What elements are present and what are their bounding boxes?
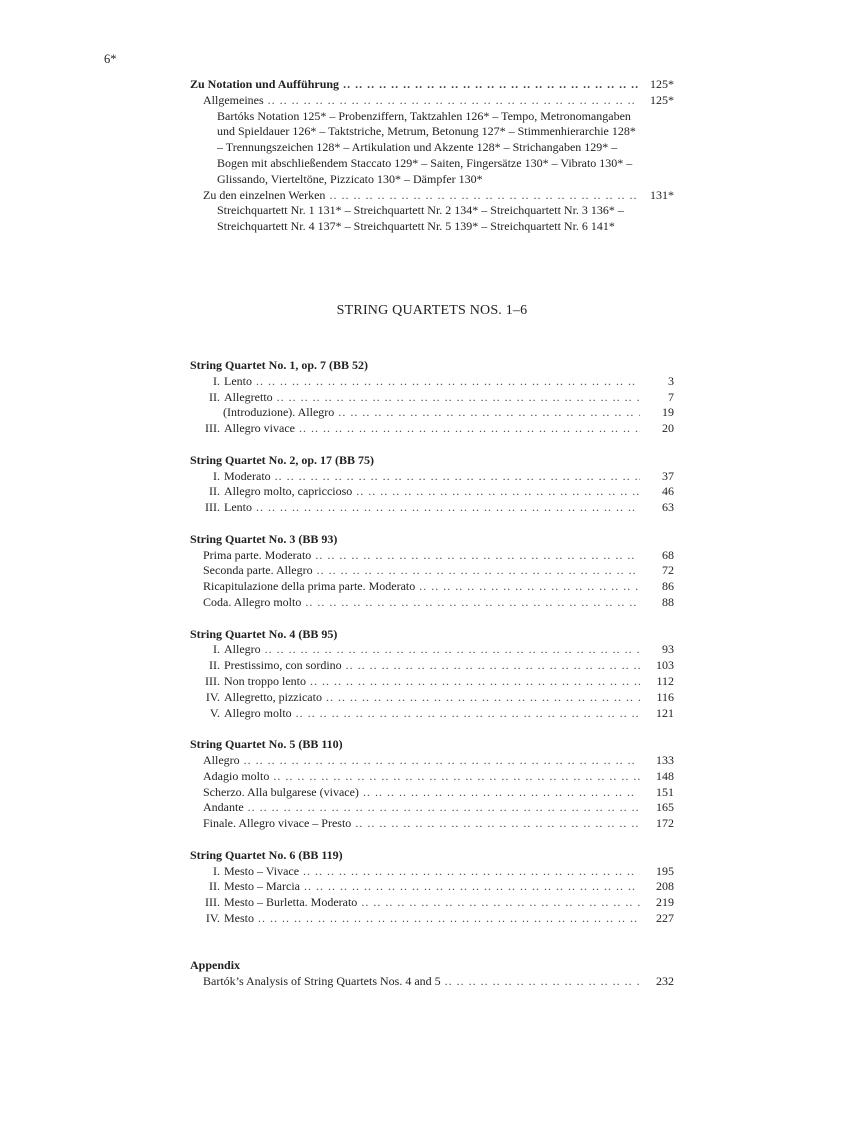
dot-leader <box>343 77 640 93</box>
entry-page: 172 <box>656 816 674 831</box>
entry-title: Lento <box>224 373 252 388</box>
entry-title: Allegro molto <box>224 705 292 720</box>
entry-page: 20 <box>662 421 674 436</box>
toc-entry[interactable] <box>190 785 674 801</box>
page-number: 6* <box>104 52 117 66</box>
movement-number: I. <box>213 642 220 657</box>
toc-entry[interactable] <box>190 642 674 658</box>
toc-entry[interactable] <box>190 816 674 832</box>
entry-page: 148 <box>656 768 674 783</box>
dot-leader <box>305 595 640 611</box>
toc-entry[interactable] <box>190 674 674 690</box>
dot-leader <box>346 658 640 674</box>
toc-group <box>190 627 674 722</box>
toc-entry[interactable] <box>190 500 674 516</box>
entry-title: Allegro <box>203 752 240 767</box>
quartets-toc <box>190 358 674 990</box>
entry-title: Mesto <box>224 910 254 925</box>
entry-title: Prima parte. Moderato <box>203 547 312 562</box>
group-heading: String Quartet No. 1, op. 7 (BB 52) <box>190 358 368 372</box>
dot-leader <box>355 816 640 832</box>
toc-group <box>190 737 674 832</box>
entry-page: 165 <box>656 800 674 815</box>
dot-leader <box>338 405 640 421</box>
section-title: STRING QUARTETS NOS. 1–6 <box>336 303 528 318</box>
toc-entry[interactable] <box>190 579 674 595</box>
entry-title: Allegro <box>224 642 261 657</box>
toc-entry[interactable] <box>190 706 674 722</box>
toc-group <box>190 848 674 927</box>
dot-leader <box>296 706 640 722</box>
movement-number: II. <box>209 879 220 894</box>
entry-page: 232 <box>656 974 674 989</box>
toc-entry[interactable] <box>190 864 674 880</box>
entry-title: Allegretto, pizzicato <box>224 689 322 704</box>
group-heading: String Quartet No. 2, op. 17 (BB 75) <box>190 452 374 467</box>
dot-leader <box>258 911 640 927</box>
entry-title: Scherzo. Alla bulgarese (vivace) <box>203 784 359 799</box>
entry-title: Ricapitulazione della prima parte. Moderato <box>203 579 416 594</box>
toc-entry[interactable] <box>190 769 674 785</box>
notation-toc <box>190 77 674 235</box>
toc-entry[interactable] <box>190 421 674 437</box>
entry-page: 37 <box>662 468 674 483</box>
group-heading: String Quartet No. 5 (BB 110) <box>190 737 343 752</box>
dot-leader <box>363 785 640 801</box>
toc-entry[interactable] <box>190 690 674 706</box>
dot-leader <box>299 421 640 437</box>
entry-page: 93 <box>662 642 674 657</box>
entry-page: 68 <box>662 547 674 562</box>
entry-page: 88 <box>662 594 674 609</box>
movement-number: III. <box>205 500 220 515</box>
entry-page: 63 <box>662 500 674 515</box>
dot-leader <box>310 674 640 690</box>
entry-title: Allgemeines <box>203 92 264 107</box>
entry-title: Prestissimo, con sordino <box>224 658 342 673</box>
entry-page: 7 <box>668 389 674 404</box>
toc-group <box>190 358 674 437</box>
movement-number: IV. <box>205 689 220 704</box>
toc-entry[interactable] <box>190 895 674 911</box>
toc-entry[interactable] <box>190 595 674 611</box>
dot-leader <box>275 469 640 485</box>
entry-title: Allegro vivace <box>224 421 295 436</box>
entry-title: Allegro molto, capriccioso <box>224 484 353 499</box>
dot-leader <box>303 864 640 880</box>
dot-leader <box>356 484 640 500</box>
entry-page: 125* <box>650 77 674 91</box>
entry-title: Lento <box>224 500 252 515</box>
group-heading: String Quartet No. 6 (BB 119) <box>190 847 343 862</box>
entry-page: 19 <box>662 405 674 420</box>
works-topics: Streichquartett Nr. 1 131* – Streichquartett Nr. 2 134* – Streichquartett Nr. 3 136* – Streichquartett Nr. 4 137* – Streichquartett Nr. 5 139* – Streichquartett Nr. 6 141* <box>217 203 624 234</box>
entry-title: Andante <box>203 800 244 815</box>
dot-leader <box>256 500 640 516</box>
movement-number: I. <box>213 373 220 388</box>
entry-page: 195 <box>656 863 674 878</box>
toc-entry[interactable] <box>190 800 674 816</box>
entry-page: 46 <box>662 484 674 499</box>
movement-number: II. <box>209 389 220 404</box>
movement-number: III. <box>205 673 220 688</box>
dot-leader <box>326 690 640 706</box>
dot-leader <box>277 390 640 406</box>
toc-entry[interactable] <box>190 390 674 406</box>
entry-title: Mesto – Burletta. Moderato <box>224 895 358 910</box>
entry-page: 116 <box>656 689 674 704</box>
entry-page: 112 <box>656 673 674 688</box>
entry-title: Moderato <box>224 468 271 483</box>
toc-entry[interactable] <box>190 484 674 500</box>
dot-leader <box>268 93 640 109</box>
group-heading: Appendix <box>190 958 241 973</box>
movement-number: II. <box>209 484 220 499</box>
toc-entry[interactable] <box>190 974 674 990</box>
movement-number: I. <box>213 863 220 878</box>
toc-entry[interactable] <box>190 753 674 769</box>
entry-page: 219 <box>656 895 674 910</box>
toc-entry[interactable] <box>190 405 674 421</box>
dot-leader <box>361 895 640 911</box>
movement-number: IV. <box>205 910 220 925</box>
dot-leader <box>315 548 640 564</box>
movement-number: II. <box>209 658 220 673</box>
toc-group <box>190 453 674 516</box>
entry-title: Finale. Allegro vivace – Presto <box>203 816 352 831</box>
general-topics: Bartóks Notation 125* – Probenziffern, Taktzahlen 126* – Tempo, Metronomangaben und Spieldauer 126* – Taktstriche, Metrum, Betonung 127* – Stimmenhierarchie 128* – Trennungszeichen 128* – Artikulation und Akzente 128* – Strichangaben 129* – Bogen mit abschließendem Staccato 129* – Saiten, Fingersätze 130* – Vibrato 130* – Glissando, Vierteltöne, Pizzicato 130* – Dämpfer 130* <box>217 108 636 186</box>
dot-leader <box>248 800 640 816</box>
entry-page: 208 <box>656 879 674 894</box>
toc-entry[interactable] <box>190 374 674 390</box>
movement-number: III. <box>205 421 220 436</box>
entry-title: Mesto – Vivace <box>224 863 300 878</box>
toc-entry[interactable] <box>190 658 674 674</box>
entry-title: Non troppo lento <box>224 673 306 688</box>
dot-leader <box>256 374 640 390</box>
entry-title: Coda. Allegro molto <box>203 594 302 609</box>
entry-title: Adagio molto <box>203 768 270 783</box>
dot-leader <box>304 879 640 895</box>
entry-page: 133 <box>656 752 674 767</box>
entry-page: 72 <box>662 563 674 578</box>
entry-page: 121 <box>656 705 674 720</box>
entry-page: 131* <box>650 187 674 202</box>
movement-number: III. <box>205 895 220 910</box>
entry-page: 103 <box>656 658 674 673</box>
toc-entry[interactable] <box>190 548 674 564</box>
dot-leader <box>329 188 640 204</box>
movement-number: V. <box>209 705 220 720</box>
toc-group <box>190 958 674 990</box>
movement-number: I. <box>213 468 220 483</box>
dot-leader <box>273 769 640 785</box>
entry-page: 151 <box>656 784 674 799</box>
toc-entry-notation[interactable] <box>190 77 674 93</box>
entry-title: Zu den einzelnen Werken <box>203 187 326 202</box>
entry-page: 125* <box>650 92 674 107</box>
entry-title: (Introduzione). Allegro <box>223 405 335 420</box>
entry-title: Seconda parte. Allegro <box>203 563 313 578</box>
toc-entry[interactable] <box>190 563 674 579</box>
entry-title: Mesto – Marcia <box>224 879 300 894</box>
dot-leader <box>317 563 640 579</box>
entry-page: 227 <box>656 910 674 925</box>
dot-leader <box>244 753 640 769</box>
dot-leader <box>445 974 640 990</box>
group-heading: String Quartet No. 4 (BB 95) <box>190 626 338 641</box>
toc-group <box>190 532 674 611</box>
toc-entry[interactable] <box>190 911 674 927</box>
toc-entry-works[interactable] <box>190 188 674 204</box>
dot-leader <box>419 579 640 595</box>
group-heading: String Quartet No. 3 (BB 93) <box>190 531 338 546</box>
entry-title: Bartók’s Analysis of String Quartets Nos. 4 and 5 <box>203 974 441 989</box>
toc-entry[interactable] <box>190 469 674 485</box>
toc-entry-general[interactable] <box>190 93 674 109</box>
dot-leader <box>265 642 640 658</box>
entry-title: Allegretto <box>224 389 273 404</box>
entry-page: 86 <box>662 579 674 594</box>
toc-entry[interactable] <box>190 879 674 895</box>
entry-page: 3 <box>668 373 674 388</box>
entry-title: Zu Notation und Aufführung <box>190 77 340 91</box>
